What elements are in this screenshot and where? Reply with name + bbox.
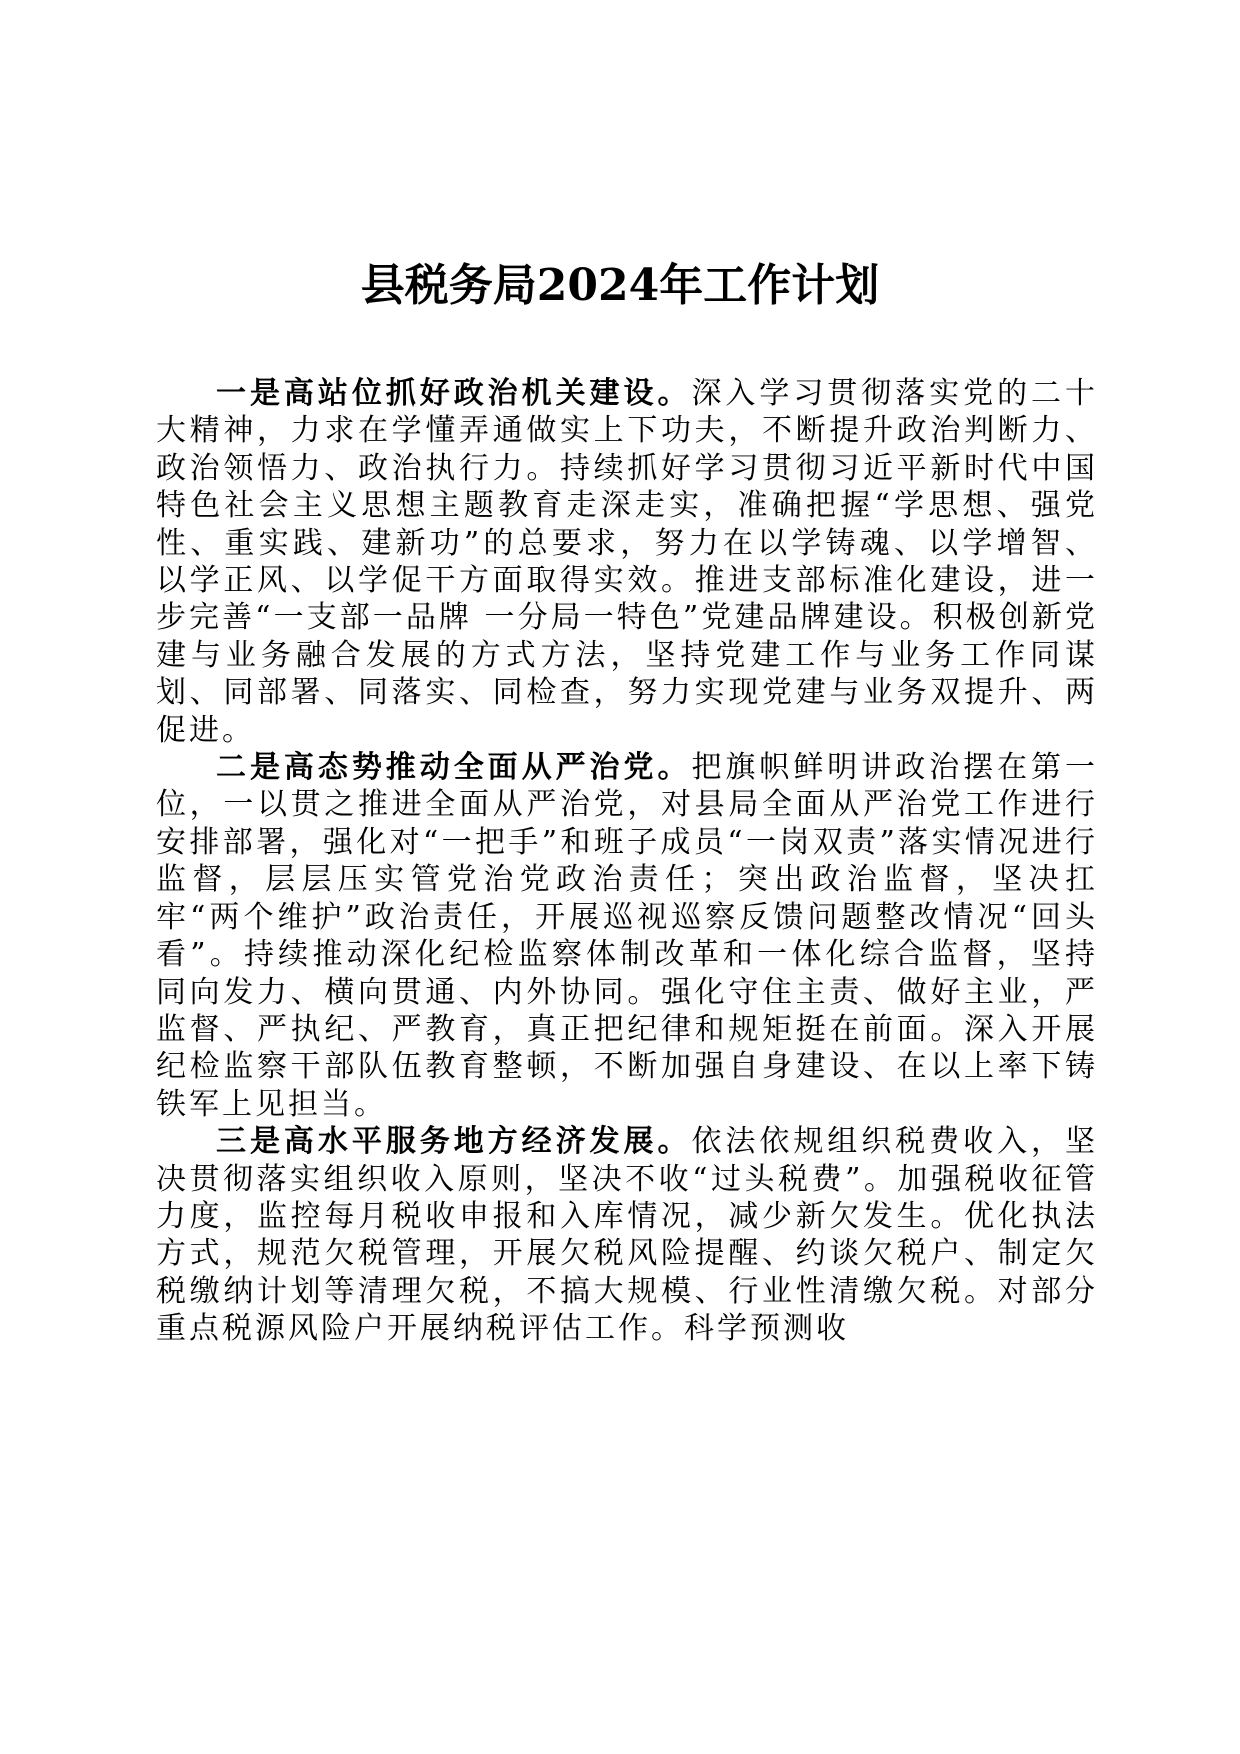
paragraph-2-lead: 二是高态势推动全面从严治党。	[216, 750, 692, 786]
document-title: 县税务局2024年工作计划	[360, 260, 880, 311]
paragraph-2	[156, 749, 1098, 1123]
paragraph-3	[156, 1123, 1098, 1347]
paragraph-3-lead: 三是高水平服务地方经济发展。	[216, 1124, 692, 1160]
document-body	[156, 375, 1098, 1348]
paragraph-1	[156, 375, 1098, 749]
paragraph-3-text: 依法依规组织税费收入，坚决贯彻落实组织收入原则，坚决不收“过头税费”。加强税收征管力度，监控每月税收申报和入库情况，减少新欠发生。优化执法方式，规范欠税管理，开展欠税风险提醒、约谈欠税户、制定欠税缴纳计划等清理欠税，不搞大规模、行业性清缴欠税。对部分重点税源风险户开展纳税评估工作。科学预测收	[156, 1124, 1099, 1347]
paragraph-1-lead: 一是高站位抓好政治机关建设。	[216, 376, 692, 411]
paragraph-1-text: 深入学习贯彻落实党的二十大精神，力求在学懂弄通做实上下功夫，不断提升政治判断力、政治领悟力、政治执行力。持续抓好学习贯彻习近平新时代中国特色社会主义思想主题教育走深走实，准确把握“学思想、强党性、重实践、建新功”的总要求，努力在以学铸魂、以学增智、以学正风、以学促干方面取得实效。推进支部标准化建设，进一步完善“一支部一品牌 一分局一特色”党建品牌建设。积极创新党建与业务融合发展的方式方法，坚持党建工作与业务工作同谋划、同部署、同落实、同检查，努力实现党建与业务双提升、两促进。	[156, 376, 1099, 748]
paragraph-2-text: 把旗帜鲜明讲政治摆在第一位，一以贯之推进全面从严治党，对县局全面从严治党工作进行安排部署，强化对“一把手”和班子成员“一岗双责”落实情况进行监督，层层压实管党治党政治责任；突出政治监督，坚决扛牢“两个维护”政治责任，开展巡视巡察反馈问题整改情况“回头看”。持续推动深化纪检监察体制改革和一体化综合监督，坚持同向发力、横向贯通、内外协同。强化守住主责、做好主业，严监督、严执纪、严教育，真正把纪律和规矩挺在前面。深入开展纪检监察干部队伍教育整顿，不断加强自身建设、在以上率下铸铁军上见担当。	[156, 750, 1099, 1122]
